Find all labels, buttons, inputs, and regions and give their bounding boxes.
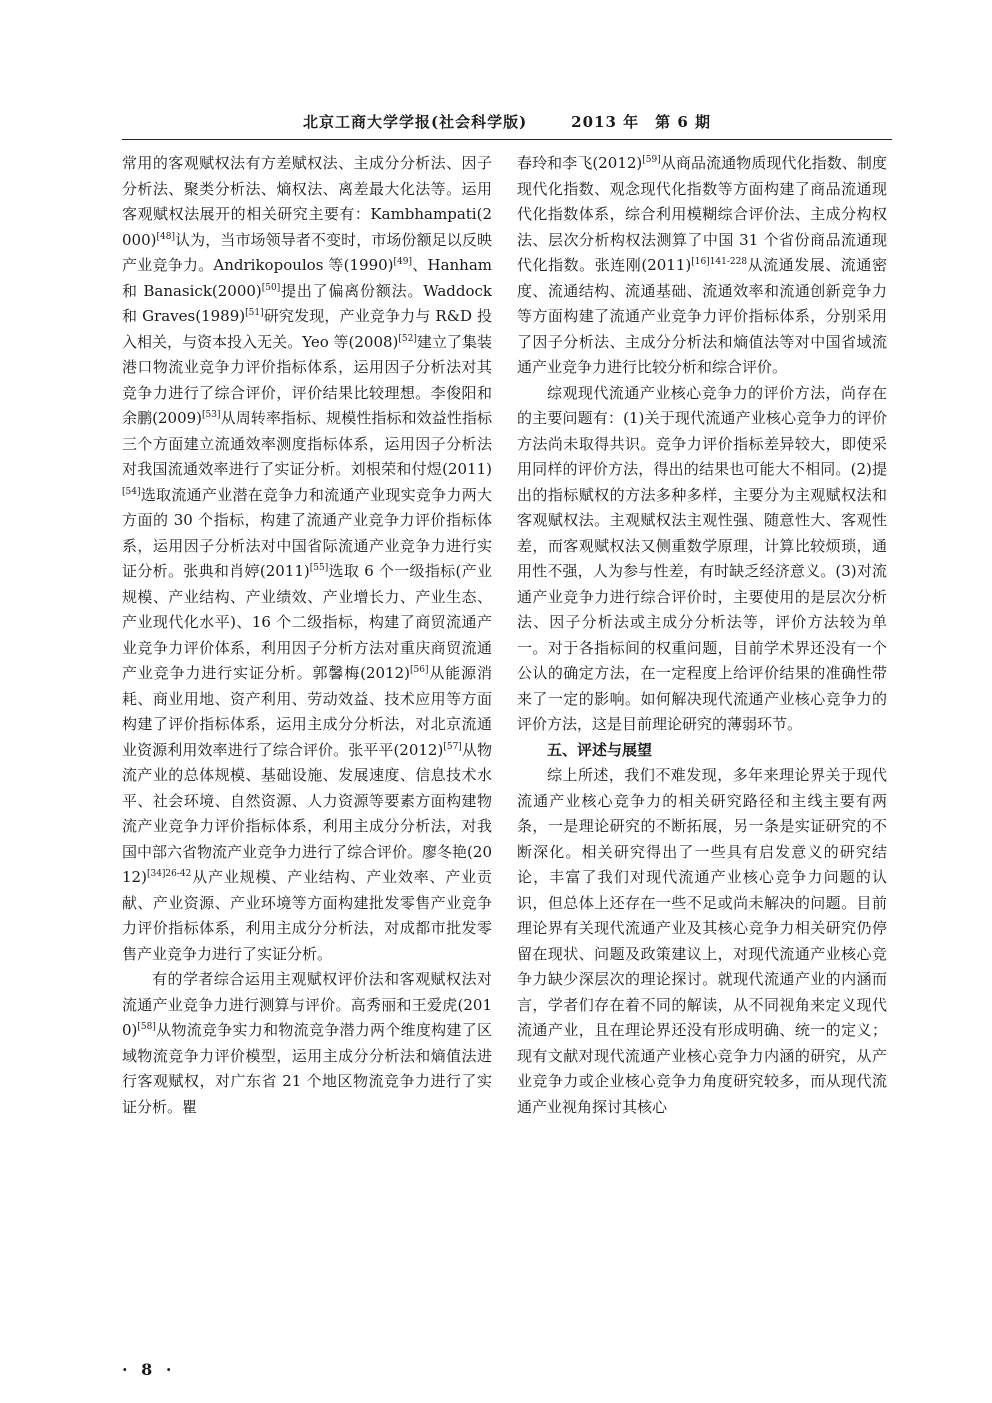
citation-ref: [48]: [156, 231, 175, 242]
citation-ref: [49]: [393, 257, 413, 267]
citation-ref: [58]: [137, 1022, 156, 1032]
citation-ref: [55]: [309, 563, 329, 573]
citation-ref: [59]: [642, 155, 661, 165]
text-run: 从周转率指标、规模性指标和效益性指标三个方面建立流通效率测度指标体系，运用因子分析法对我国流通效率进行了实证分析。刘根荣和付煜(2011): [122, 409, 492, 478]
text-run: 从产业规模、产业结构、产业效率、产业贡献、产业资源、产业环境等方面构建批发零售产业竞争力评价指标体系，利用主成分分析法，对成都市批发零售产业竞争力进行了实证分析。: [122, 868, 492, 963]
paragraph-combined-weighting: [122, 967, 492, 1120]
right-column: [517, 151, 887, 1120]
journal-title: 北京工商大学学报(社会科学版): [302, 112, 528, 131]
text-run: 综上所述，我们不难发现，多年来理论界关于现代流通产业核心竞争力的相关研究路径和主线主要有两条，一是理论研究的不断拓展，另一条是实证研究的不断深化。相关研究得出了一些具有启发意义的研究结论，丰富了我们对现代流通产业核心竞争力问题的认识，但总体上还存在一些不足或尚未解决的问题。目前理论界有关现代流通产业及其核心竞争力相关研究仍停留在现状、问题及政策建议上，对现代流通产业核心竞争力缺少深层次的理论探讨。就现代流通产业的内涵而言，学者们存在着不同的解读，从不同视角来定义现代流通产业，且在理论界还没有形成明确、统一的定义；现有文献对现代流通产业核心竞争力内涵的研究，从产业竞争力或企业核心竞争力角度研究较多，而从现代流通产业视角探讨其核心: [517, 766, 887, 1116]
text-run: 建立了集装港口物流业竞争力评价指标体系，运用因子分析法对其竞争力进行了综合评价，评价结果比较理想。李俊阳和余鹏(2009): [122, 332, 492, 427]
text-run: 、Hanham 和 Banasick(2000): [122, 256, 492, 300]
citation-ref: [34]26-42: [146, 869, 192, 879]
paragraph-continuation: [517, 151, 887, 381]
text-run: 从物流产业的总体规模、基础设施、发展速度、信息技术水平、社会环境、自然资源、人力资源等要素方面构建物流产业竞争力评价指标体系，利用主成分分析法，对我国中部六省物流产业竞争力进行了综合评价。廖冬艳(2012): [122, 740, 492, 886]
citation-ref: [51]: [245, 308, 264, 318]
citation-ref: [16]141-228: [691, 257, 748, 267]
text-run: 有的学者综合运用主观赋权评价法和客观赋权法对流通产业竞争力进行测算与评价。高秀丽和王爱虎(2010): [122, 970, 492, 1039]
text-run: 综观现代流通产业核心竞争力的评价方法，尚存在的主要问题有：(1)关于现代流通产业核心竞争力的评价方法尚未取得共识。竞争力评价指标差异较大，即使采用同样的评价方法，得出的结果也可能大不相同。(2)提出的指标赋权的方法多种多样，主要分为主观赋权法和客观赋权法。主观赋权法主观性强、随意性大、客观性差，而客观赋权法又侧重数学原理，计算比较烦琐，通用性不强，人为参与性差，有时缺乏经济意义。(3)对流通产业竞争力进行综合评价时，主要使用的是层次分析法、因子分析法或主成分分析法等，评价方法较为单一。对于各指标间的权重问题，目前学术界还没有一个公认的确定方法，在一定程度上给评价结果的准确性带来了一定的影响。如何解决现代流通产业核心竞争力的评价方法，这是目前理论研究的薄弱环节。: [517, 383, 887, 733]
citation-ref: [53]: [202, 410, 221, 420]
text-run: 春玲和李飞(2012): [517, 154, 643, 172]
paragraph-problems: [517, 381, 887, 738]
header-rule: [122, 139, 892, 140]
citation-ref: [52]: [398, 333, 417, 344]
text-run: 研究发现，产业竞争力与 R&D 投入相关，与资本投入无关。Yeo 等(2008): [122, 307, 492, 351]
paragraph-objective-weighting: [122, 151, 492, 967]
citation-ref: [56]: [410, 665, 429, 675]
text-run: 认为，当市场领导者不变时，市场份额足以反映产业竞争力。Andrikopoulos 等(1990): [122, 230, 492, 274]
text-run: 提出了偏离份额法。Waddock 和 Graves(1989): [122, 281, 492, 325]
text-run: 从流通发展、流通密度、流通结构、流通基础、流通效率和流通创新竞争力等方面构建了流通产业竞争力评价指标体系，分别采用了因子分析法、主成分分析法和熵值法等对中国省域流通产业竞争力进行比较分析和综合评价。: [517, 256, 887, 376]
citation-ref: [54]: [122, 486, 141, 497]
citation-ref: [50]: [261, 282, 281, 293]
section-heading: 五、评述与展望: [547, 740, 653, 759]
text-run: 选取流通产业潜在竞争力和流通产业现实竞争力两大方面的 30 个指标，构建了流通产业竞争力评价指标体系，运用因子分析法对中国省际流通产业竞争力进行实证分析。张典和肖婷(2011): [122, 485, 492, 580]
running-header: [122, 106, 892, 136]
page-number: · 8 ·: [122, 1360, 176, 1379]
text-run: 常用的客观赋权法有方差赋权法、主成分分析法、因子分析法、聚类分析法、熵权法、离差最大化法等。运用客观赋权法展开的相关研究主要有：Kambhampati(2000): [122, 154, 492, 249]
text-run: 从能源消耗、商业用地、资产利用、劳动效益、技术应用等方面构建了评价指标体系，运用主成分分析法，对北京流通业资源利用效率进行了综合评价。张平平(2012): [122, 664, 492, 759]
text-run: 从商品流通物质现代化指数、制度现代化指数、观念现代化指数等方面构建了商品流通现代化指数体系，综合利用模糊综合评价法、主成分构权法、层次分析构权法测算了中国 31 个省份商品流通现代化指数。张连刚(2011): [517, 154, 887, 274]
left-column: [122, 151, 492, 1120]
issue-label: 2013 年 第 6 期: [571, 112, 712, 131]
paragraph-summary: [517, 763, 887, 1120]
text-run: 从物流竞争实力和物流竞争潜力两个维度构建了区域物流竞争力评价模型，运用主成分分析法和熵值法进行客观赋权，对广东省 21 个地区物流竞争力进行了实证分析。瞿: [122, 1021, 492, 1116]
citation-ref: [57]: [443, 741, 462, 752]
text-run: 选取 6 个一级指标(产业规模、产业结构、产业绩效、产业增长力、产业生态、产业现代化水平)、16 个二级指标，构建了商贸流通产业竞争力评价体系，利用因子分析方法对重庆商贸流通产业竞争力进行实证分析。郭馨梅(2012): [122, 562, 492, 682]
